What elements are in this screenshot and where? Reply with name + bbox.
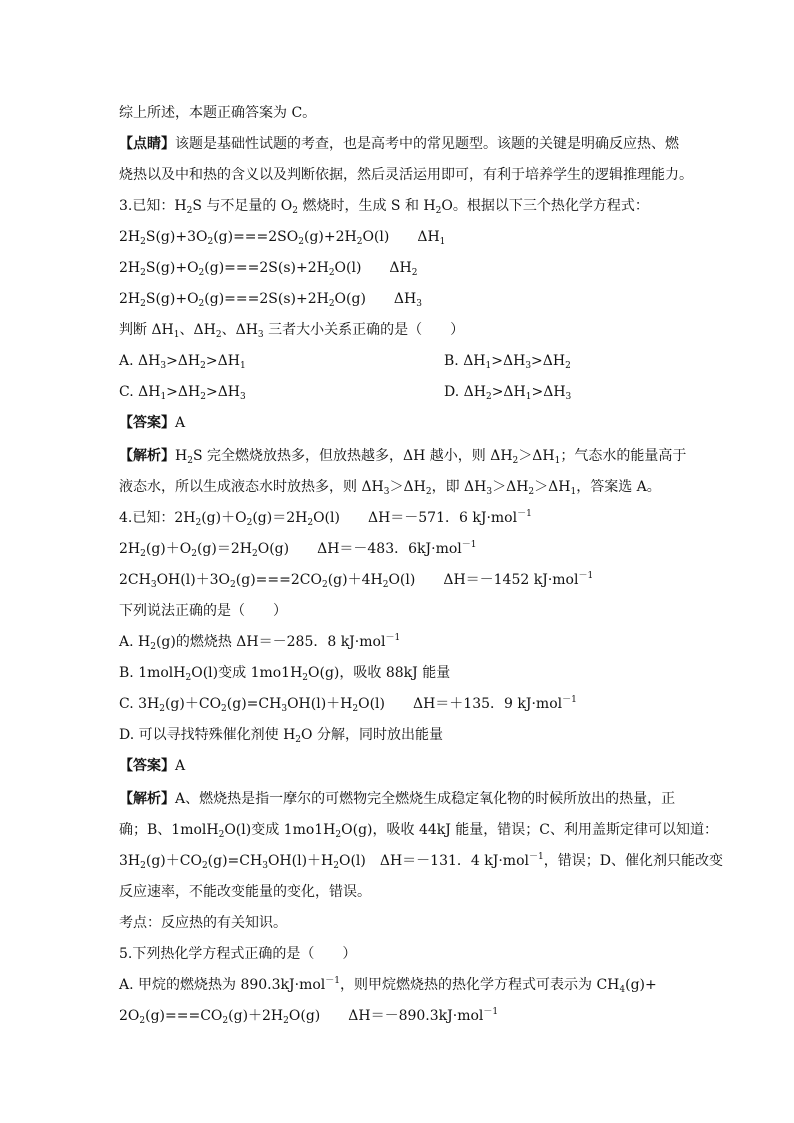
analysis-line: 【解析】$H_2S$ 完全燃烧放热多，但放热越多，ΔH 越小，则 $\Delta H_2>\Delta H_1$；气态水的能量高于 — [119, 448, 687, 466]
option-c: C. $\Delta H_1>\Delta H_2>\Delta H_3$ — [119, 384, 246, 402]
note-line: 烧热以及中和热的含义以及判断依据，然后灵活运用即可，有利于培养学生的逻辑推理能力。 — [119, 167, 693, 183]
option-b: B. 1molH$_2$O(l)变成 $1mo1H_2O(g)$，吸收 88kJ 能量 — [119, 665, 451, 683]
option-d: D. $\Delta H_2>\Delta H_1>\Delta H_3$ — [444, 384, 572, 402]
option-a: A. $\Delta H_3>\Delta H_2>\Delta H_1$ — [119, 353, 246, 371]
option-d: D. 可以寻找特殊催化剂使 $H_2O$ 分解，同时放出能量 — [119, 727, 443, 745]
equation-line: $2H_2S(g)+3O_2(g)===2SO_2(g)+2H_2O(l)$ $\Delta H_1$ — [119, 229, 446, 247]
option-c: C. $3H_2(g)+CO_2(g)=CH_3OH(l)+H_2O(l)$ ΔH＝＋135．9 kJ·mol$^{-1}$ — [119, 695, 577, 714]
analysis-line: 液态水，所以生成液态水时放热多，则 $\Delta H_3>\Delta H_2$，即 $\Delta H_3>\Delta H_2>\Delta H_1$，答案选 A。 — [119, 479, 661, 497]
equation-line: $2CH_3OH(l)+3O_2(g)===2CO_2(g)+4H_2O(l)$ ΔH＝－1452 kJ·mol$^{-1}$ — [119, 571, 594, 590]
answer-line: 【答案】A — [119, 415, 186, 431]
knowledge-point: 考点：反应热的有关知识。 — [119, 915, 287, 931]
question-4-stem: 4.已知：$2H_2(g)+O_2(g)=2H_2O(l)$ ΔH＝－571．6 kJ·mol$^{-1}$ — [119, 509, 532, 528]
question-3-prompt: 判断 $\Delta H_1$、$\Delta H_2$、$\Delta H_3$ 三者大小关系正确的是（ ） — [119, 322, 465, 340]
equation-line: $2H_2S(g)+O_2(g)===2S(s)+2H_2O(g)$ $\Delta H_3$ — [119, 291, 422, 309]
question-4-prompt: 下列说法正确的是（ ） — [119, 603, 287, 619]
option-a-continued: $2O_2(g)===CO_2(g)+2H_2O(g)$ ΔH＝－890.3kJ·mol$^{-1}$ — [119, 1007, 499, 1026]
summary-line: 综上所述，本题正确答案为 C。 — [119, 105, 317, 121]
answer-line: 【答案】A — [119, 758, 186, 774]
option-a: A. 甲烷的燃烧热为 890.3kJ·mol$^{-1}$，则甲烷燃烧热的热化学方程式可表示为 $CH_4(g)+$ — [119, 976, 657, 995]
equation-line: $2H_2(g)+O_2(g)=2H_2O(g)$ ΔH＝－483．6kJ·mol$^{-1}$ — [119, 540, 477, 559]
analysis-line: 反应速率，不能改变能量的变化，错误。 — [119, 884, 371, 900]
analysis-line: 【解析】A、燃烧热是指一摩尔的可燃物完全燃烧生成稳定氧化物的时候所放出的热量，正 — [119, 791, 676, 807]
option-a: A. $H_2(g)$的燃烧热 ΔH＝－285．8 kJ·mol$^{-1}$ — [119, 633, 401, 652]
question-3-stem: 3.已知：$H_2S$ 与不足量的 $O_2$ 燃烧时，生成 S 和 $H_2O$。根据以下三个热化学方程式： — [119, 198, 649, 216]
analysis-line: $3H_2(g)+CO_2(g)=CH_3OH(l)+H_2O(l)$ ΔH＝－131．4 kJ·mol$^{-1}$，错误；D、催化剂只能改变 — [119, 852, 723, 871]
analysis-line: 确；B、1molH$_2$O(l)变成 $1mo1H_2O(g)$，吸收 44kJ 能量，错误；C、利用盖斯定律可以知道： — [119, 822, 719, 840]
note-line: 【点睛】该题是基础性试题的考查，也是高考中的常见题型。该题的关键是明确反应热、燃 — [119, 136, 679, 152]
option-b: B. $\Delta H_1>\Delta H_3>\Delta H_2$ — [444, 353, 571, 371]
question-5-stem: 5.下列热化学方程式正确的是（ ） — [119, 946, 357, 962]
equation-line: $2H_2S(g)+O_2(g)===2S(s)+2H_2O(l)$ $\Delta H_2$ — [119, 260, 418, 278]
